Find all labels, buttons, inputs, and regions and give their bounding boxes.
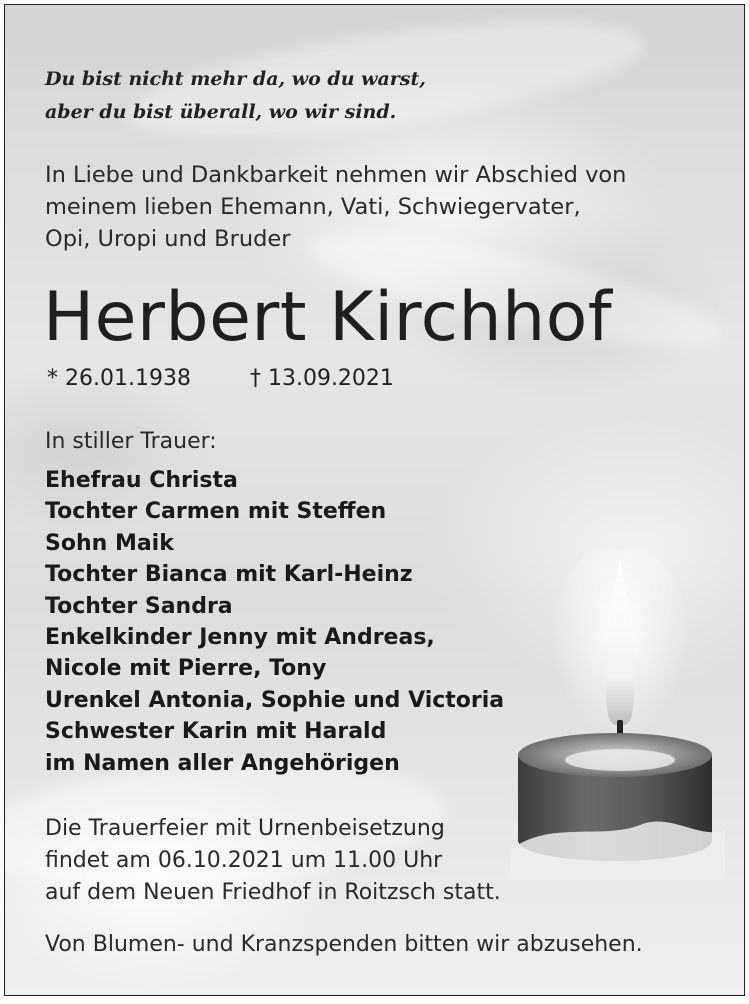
mourner-item: Sohn Maik <box>45 530 174 556</box>
birth-date: * 26.01.1938 <box>47 366 191 391</box>
motto-line: aber du bist überall, wo wir sind. <box>45 101 397 123</box>
intro-line: meinem lieben Ehemann, Vati, Schwiegervater, <box>45 194 581 220</box>
motto-line: Du bist nicht mehr da, wo du warst, <box>45 68 426 90</box>
intro-line: In Liebe und Dankbarkeit nehmen wir Abschied von <box>45 162 627 188</box>
ceremony-line: Die Trauerfeier mit Urnenbeisetzung <box>45 816 445 841</box>
ceremony-line: auf dem Neuen Friedhof in Roitzsch statt. <box>45 880 501 905</box>
mourner-item: Nicole mit Pierre, Tony <box>45 656 327 682</box>
obituary-card <box>4 4 745 996</box>
mourning-label: In stiller Trauer: <box>45 429 217 454</box>
mourner-item: Urenkel Antonia, Sophie und Victoria <box>45 687 505 713</box>
intro-text <box>45 159 685 255</box>
mourner-item: Tochter Sandra <box>45 593 233 619</box>
mourner-item: im Namen aller Angehörigen <box>45 750 400 776</box>
ceremony-text <box>45 813 501 909</box>
mourner-item: Ehefrau Christa <box>45 468 238 493</box>
intro-line: Opi, Uropi und Bruder <box>45 226 291 252</box>
closing-text: Von Blumen- und Kranzspenden bitten wir abzusehen. <box>45 932 643 957</box>
mourner-item: Tochter Carmen mit Steffen <box>45 499 387 525</box>
mourner-item: Enkelkinder Jenny mit Andreas, <box>45 625 435 651</box>
ceremony-line: findet am 06.10.2021 um 11.00 Uhr <box>45 848 443 873</box>
candle-icon <box>510 550 725 880</box>
mourner-item: Tochter Bianca mit Karl-Heinz <box>45 562 413 588</box>
mourner-item: Schwester Karin mit Harald <box>45 719 387 745</box>
motto <box>45 63 426 129</box>
deceased-name: Herbert Kirchhof <box>43 278 613 357</box>
death-date: † 13.09.2021 <box>249 366 394 391</box>
mourners-list <box>45 465 504 779</box>
candle-pool <box>565 749 675 771</box>
life-dates <box>47 364 394 394</box>
